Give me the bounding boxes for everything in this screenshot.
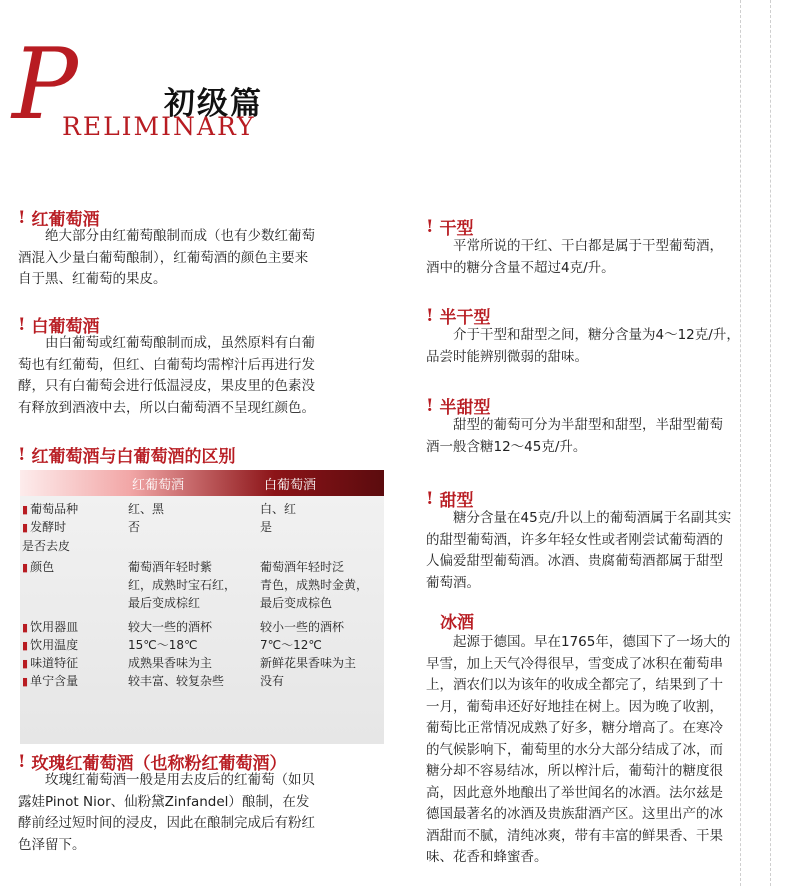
paragraph-semi-dry: 介于干型和甜型之间，糖分含量为4～12克/升， 品尝时能辨别微弱的甜味。 bbox=[426, 327, 740, 365]
section-heading-dry: ! 干型 bbox=[426, 216, 474, 239]
bullet-icon: ! bbox=[426, 216, 434, 237]
wine-glass-icon: ▮ bbox=[22, 675, 29, 688]
page-subtitle: RELIMINARY bbox=[62, 112, 256, 141]
bullet-icon: ! bbox=[426, 395, 434, 416]
paragraph-red-wine: 绝大部分由红葡萄酿制而成（也有少数红葡萄 酒混入少量白葡萄酿制），红葡萄酒的颜色主要来 自于黑、红葡萄的果皮。 bbox=[18, 228, 315, 287]
paragraph-sweet: 糖分含量在45克/升以上的葡萄酒属于名副其实 的甜型葡萄酒，许多年轻女性或者刚尝试葡萄酒的 人偏爱甜型葡萄酒。冰酒、贵腐葡萄酒都属于甜型 葡萄酒。 bbox=[426, 510, 732, 591]
bullet-icon: ! bbox=[18, 751, 26, 772]
column-header-red: 红葡萄酒 bbox=[132, 478, 185, 493]
column-header-white: 白葡萄酒 bbox=[264, 478, 317, 493]
wine-glass-icon: ▮ bbox=[22, 639, 29, 652]
paragraph-dry: 平常所说的干红、干白都是属于干型葡萄酒， 酒中的糖分含量不超过4克/升。 bbox=[426, 238, 723, 276]
wine-glass-icon: ▮ bbox=[22, 561, 29, 574]
section-heading-ice-wine: 冰酒 bbox=[440, 613, 474, 633]
bullet-icon: ! bbox=[18, 207, 26, 228]
bullet-icon: ! bbox=[426, 488, 434, 509]
bullet-icon: ! bbox=[426, 305, 434, 326]
paragraph-white-wine: 由白葡萄或红葡萄酿制而成，虽然原料有白葡 萄也有红葡萄，但红、白葡萄均需榨汁后再进行发 酵，只有白葡萄会进行低温浸皮，果皮里的色素没 有释放到酒液中去，所以白葡萄酒不呈现红颜色。 bbox=[18, 335, 315, 416]
bullet-icon: ! bbox=[18, 314, 26, 335]
section-heading-difference: ! 红葡萄酒与白葡萄酒的区别 bbox=[18, 444, 236, 467]
paragraph-ice-wine: 起源于德国。早在1765年，德国下了一场大的 早雪，加上天气冷得很早，雪变成了冰积在葡萄串 上，酒农们以为该年的收成全都完了，结果到了十 一月，葡萄串还好好地挂在树上。因为晚了收割， 葡萄比正常情况成熟了好多，糖分增高了。在寒冷 的气候影响下，葡萄里的水分大部分结成了冰，而 糖分却不容易结冰，所以榨汁后，葡萄汁的糖度很 高，因此意外地酿出了举世闻名的冰酒。法尔兹是 德国最著名的冰酒及贵族甜酒产区。这里出产的冰 酒甜而不腻，清纯冰爽，带有丰富的鲜果香、干果 味、花香和蜂蜜香。 bbox=[426, 634, 731, 865]
section-heading-rose-wine: ! 玫瑰红葡萄酒（也称粉红葡萄酒） bbox=[18, 751, 287, 774]
section-heading-white-wine: ! 白葡萄酒 bbox=[18, 314, 100, 337]
wine-glass-icon: ▮ bbox=[22, 657, 29, 670]
section-heading-semi-sweet: ! 半甜型 bbox=[426, 395, 491, 418]
paragraph-semi-sweet: 甜型的葡萄可分为半甜型和甜型，半甜型葡萄 酒一般含糖12～45克/升。 bbox=[426, 417, 723, 455]
logo-initial: P bbox=[12, 28, 78, 142]
section-heading-sweet: ! 甜型 bbox=[426, 488, 474, 511]
page-title: 初级篇 bbox=[164, 86, 263, 122]
comparison-table-header bbox=[20, 470, 384, 496]
section-heading-red-wine: ! 红葡萄酒 bbox=[18, 207, 100, 230]
bullet-icon: ! bbox=[18, 444, 26, 465]
wine-glass-icon: ▮ bbox=[22, 521, 29, 534]
preliminary-logo bbox=[4, 28, 304, 154]
paragraph-rose-wine: 玫瑰红葡萄酒一般是用去皮后的红葡萄（如贝 露娃Pinot Nior、仙粉黛Zinfandel）酿制，在发 酵前经过短时间的浸皮，因此在酿制完成后有粉红 色泽留下。 bbox=[18, 772, 315, 853]
comparison-table: ▮ 葡萄品种 红、黑 白、红 ▮ 发酵时 是否去皮 否 是 ▮ 颜色 葡萄酒年轻时紫 红，成熟时宝石红， 最后变成棕红 葡萄酒年轻时泛 青色，成熟时金黄， 最后变成棕色 ▮ 饮用器皿 较大一些的酒杯 较小一些的酒杯 ▮ 饮用温度 15℃～18℃ 7℃～12℃ ▮ 味道特征 成熟果香味为主 新鲜花果香味为主 ▮ 单宁含量 较丰富、较复杂些 没有 bbox=[20, 496, 384, 744]
wine-glass-icon: ▮ bbox=[22, 503, 29, 516]
section-heading-semi-dry: ! 半干型 bbox=[426, 305, 491, 328]
wine-glass-icon: ▮ bbox=[22, 621, 29, 634]
